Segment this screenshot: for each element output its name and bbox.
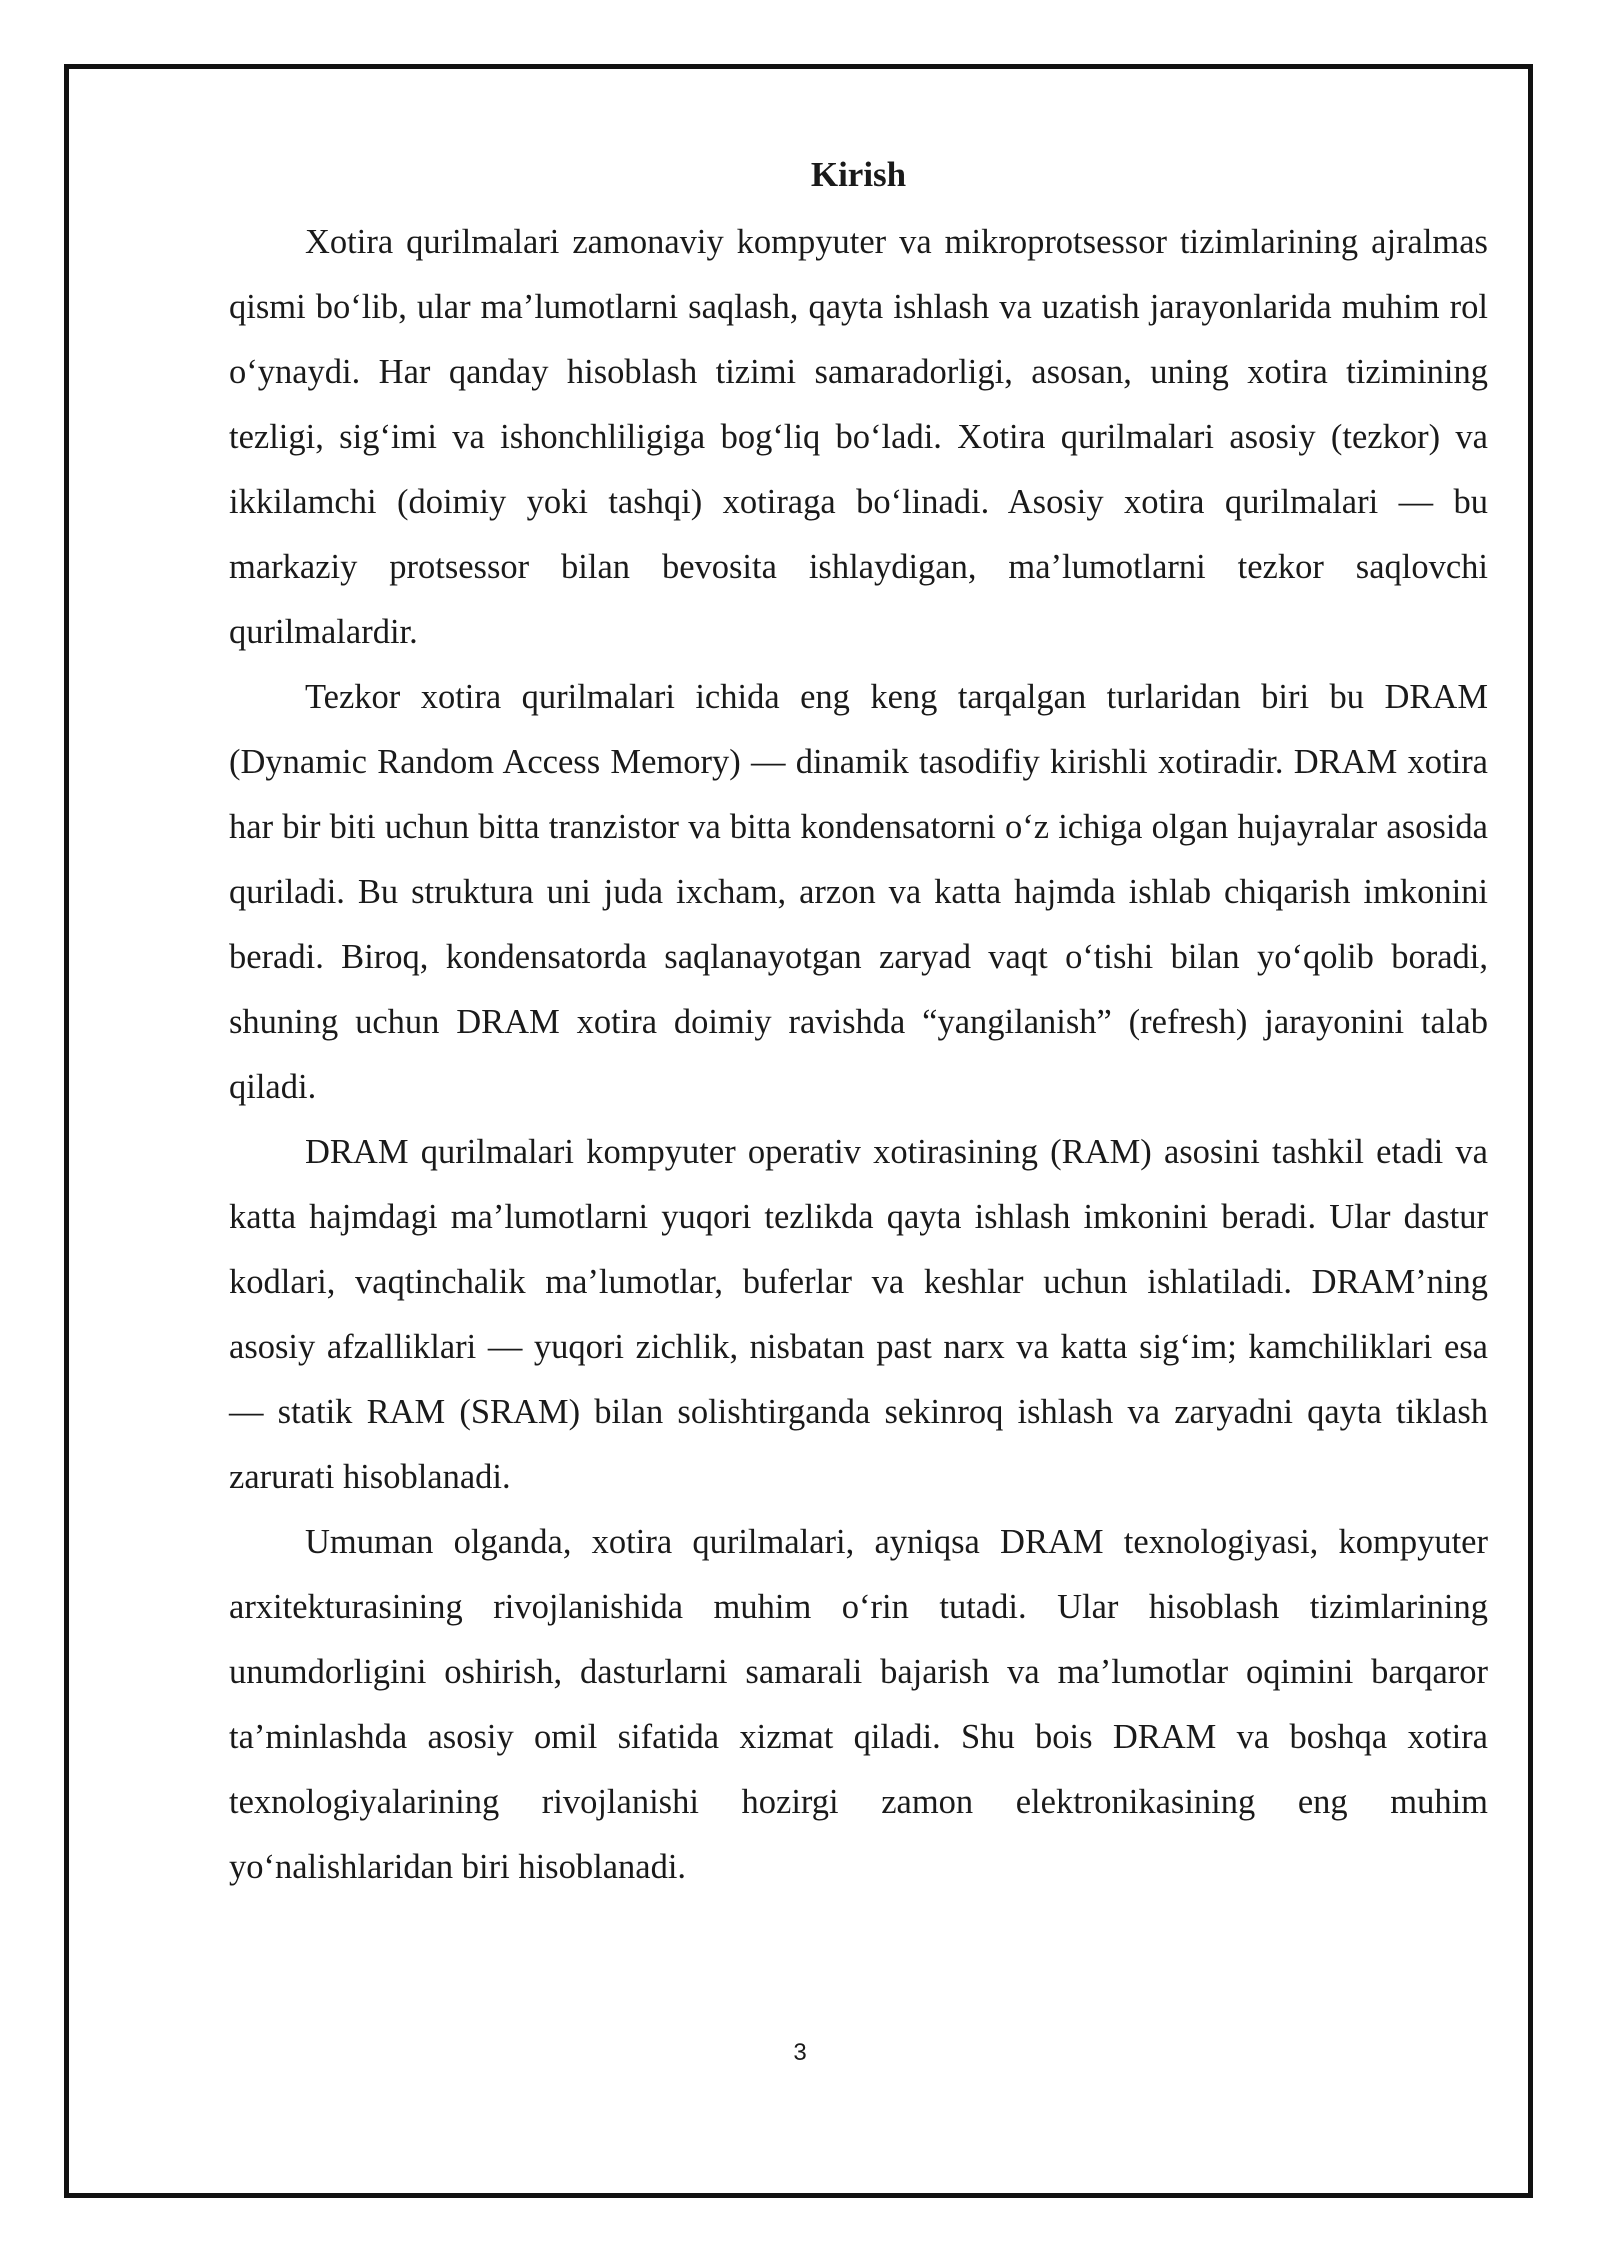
paragraph-4: Umuman olganda, xotira qurilmalari, ayniqsa DRAM texnologiyasi, kompyuter arxitekturasining rivojlanishida muhim o‘rin tutadi. Ular hisoblash tizimlarining unumdorligini oshirish, dasturlarni samarali bajarish va ma’lumotlar oqimini barqaror ta’minlashda asosiy omil sifatida xizmat qiladi. Shu bois DRAM va boshqa xotira texnologiyalarining rivojlanishi hozirgi zamon elektronikasining eng muhim yo‘nalishlaridan biri hisoblanadi. xyxy=(229,1523,1488,1886)
paragraph-3: DRAM qurilmalari kompyuter operativ xotirasining (RAM) asosini tashkil etadi va katta hajmdagi ma’lumotlarni yuqori tezlikda qayta ishlash imkonini beradi. Ular dastur kodlari, vaqtinchalik ma’lumotlar, buferlar va keshlar uchun ishlatiladi. DRAM’ning asosiy afzalliklari — yuqori zichlik, nisbatan past narx va katta sig‘im; kamchiliklari esa — statik RAM (SRAM) bilan solishtirganda sekinroq ishlash va zaryadni qayta tiklash zarurati hisoblanadi. xyxy=(229,1133,1488,1496)
page-number: 3 xyxy=(793,2039,807,2066)
document-body xyxy=(229,146,1488,1900)
paragraph-2: Tezkor xotira qurilmalari ichida eng keng tarqalgan turlaridan biri bu DRAM (Dynamic Random Access Memory) — dinamik tasodifiy kirishli xotiradir. DRAM xotira har bir biti uchun bitta tranzistor va bitta kondensatorni o‘z ichiga olgan hujayralar asosida quriladi. Bu struktura uni juda ixcham, arzon va katta hajmda ishlab chiqarish imkonini beradi. Biroq, kondensatorda saqlanayotgan zaryad vaqt o‘tishi bilan yo‘qolib boradi, shuning uchun DRAM xotira doimiy ravishda “yangilanish” (refresh) jarayonini talab qiladi. xyxy=(229,678,1488,1106)
page-title: Kirish xyxy=(810,155,907,194)
paragraph-1: Xotira qurilmalari zamonaviy kompyuter va mikroprotsessor tizimlarining ajralmas qismi bo‘lib, ular ma’lumotlarni saqlash, qayta ishlash va uzatish jarayonlarida muhim rol o‘ynaydi. Har qanday hisoblash tizimi samaradorligi, asosan, uning xotira tizimining tezligi, sig‘imi va ishonchliligiga bog‘liq bo‘ladi. Xotira qurilmalari asosiy (tezkor) va ikkilamchi (doimiy yoki tashqi) xotiraga bo‘linadi. Asosiy xotira qurilmalari — bu markaziy protsessor bilan bevosita ishlaydigan, ma’lumotlarni tezkor saqlovchi qurilmalardir. xyxy=(229,223,1488,651)
